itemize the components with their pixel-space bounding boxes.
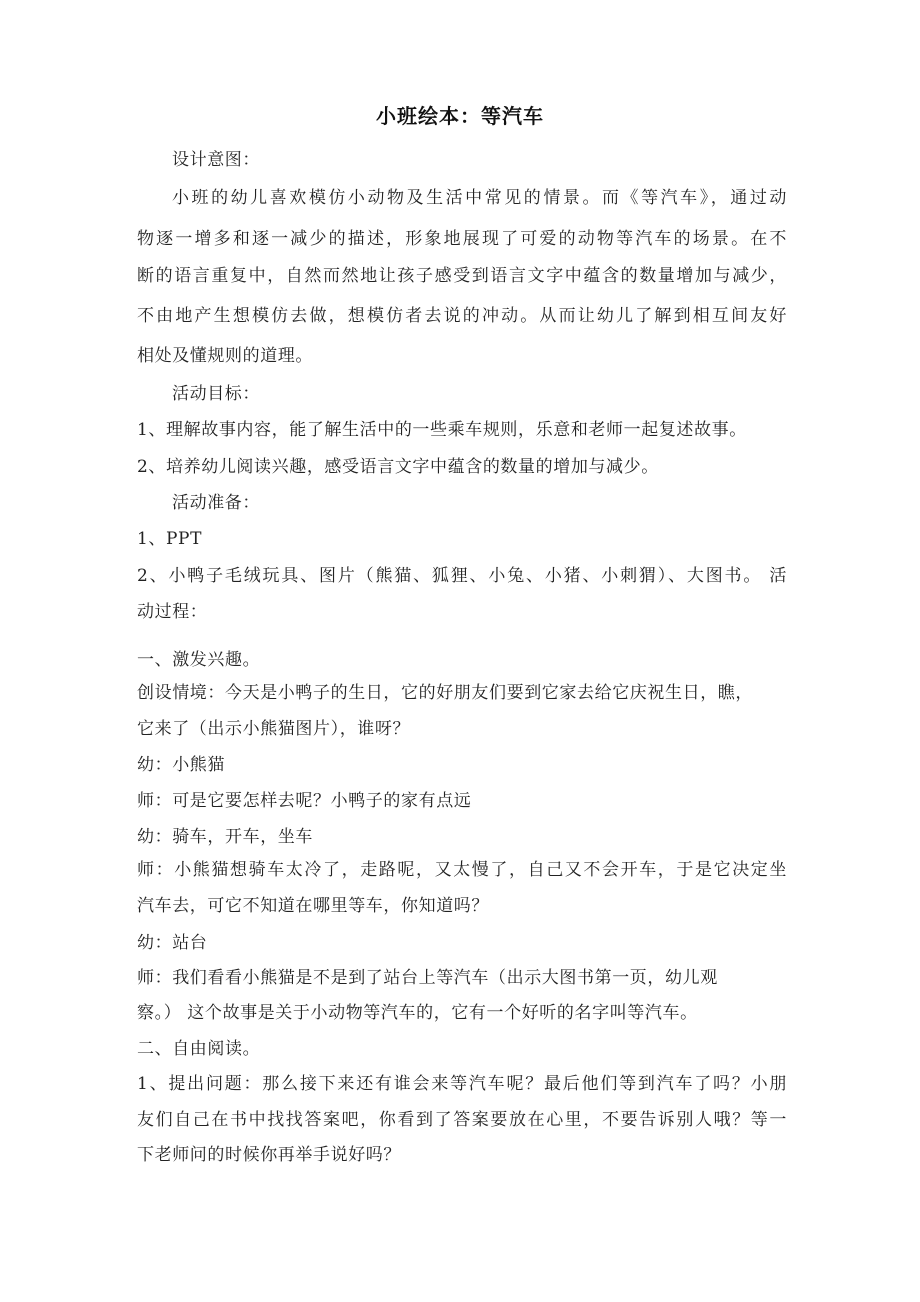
- dialogue-line: 汽车去，可它不知道在哪里等车，你知道吗？: [137, 896, 489, 916]
- section-heading-interest: 一、激发兴趣。: [137, 650, 261, 670]
- paragraph-line: 断的语言重复中，自然而然地让孩子感受到语言文字中蕴含的数量增加与减少，: [137, 266, 787, 286]
- paragraph-line: 它来了（出示小熊猫图片），谁呀？: [137, 719, 411, 739]
- dialogue-line: 察。） 这个故事是关于小动物等汽车的，它有一个好听的名字叫等汽车。: [137, 1003, 698, 1023]
- paragraph-line: 创设情境：今天是小鸭子的生日，它的好朋友们要到它家去给它庆祝生日，瞧，: [137, 683, 753, 703]
- paragraph-line: 不由地产生想模仿去做，想模仿者去说的冲动。从而让幼儿了解到相互间友好: [137, 306, 787, 326]
- paragraph-line: 小班的幼儿喜欢模仿小动物及生活中常见的情景。而《等汽车》，通过动: [172, 188, 787, 208]
- dialogue-line: 幼：骑车，开车，坐车: [137, 827, 313, 847]
- dialogue-line: 师：我们看看小熊猫是不是到了站台上等汽车（出示大图书第一页，幼儿观: [137, 968, 718, 988]
- section-heading-free-reading: 二、自由阅读。: [137, 1039, 261, 1059]
- paragraph-line: 1、提出问题：那么接下来还有谁会来等汽车呢？最后他们等到汽车了吗？小朋: [137, 1074, 787, 1094]
- list-item: 2、小鸭子毛绒玩具、图片（熊猫、狐狸、小兔、小猪、小刺猬）、大图书。 活: [137, 566, 787, 586]
- paragraph-line: 下老师问的时候你再举手说好吗？: [137, 1145, 401, 1165]
- dialogue-line: 幼：小熊猫: [137, 755, 225, 775]
- paragraph-line: 友们自己在书中找找答案吧，你看到了答案要放在心里，不要告诉别人哦？等一: [137, 1110, 787, 1130]
- paragraph-line: 相处及懂规则的道理。: [137, 346, 313, 366]
- section-heading-preparation: 活动准备：: [172, 493, 260, 513]
- list-item: 1、PPT: [137, 529, 203, 549]
- section-heading-goals: 活动目标：: [172, 384, 260, 404]
- list-item: 2、培养幼儿阅读兴趣，感受语言文字中蕴含的数量的增加与减少。: [137, 457, 659, 477]
- list-item: 1、理解故事内容，能了解生活中的一些乘车规则，乐意和老师一起复述故事。: [137, 420, 747, 440]
- section-heading-design-intent: 设计意图：: [172, 150, 260, 170]
- paragraph-line: 动过程：: [137, 602, 208, 622]
- dialogue-line: 师：可是它要怎样去呢？小鸭子的家有点远: [137, 791, 472, 811]
- document-title: 小班绘本：等汽车: [376, 104, 544, 128]
- dialogue-line: 师：小熊猫想骑车太冷了，走路呢，又太慢了，自己又不会开车，于是它决定坐: [137, 860, 787, 880]
- paragraph-line: 物逐一增多和逐一减少的描述，形象地展现了可爱的动物等汽车的场景。在不: [137, 229, 787, 249]
- dialogue-line: 幼：站台: [137, 933, 208, 953]
